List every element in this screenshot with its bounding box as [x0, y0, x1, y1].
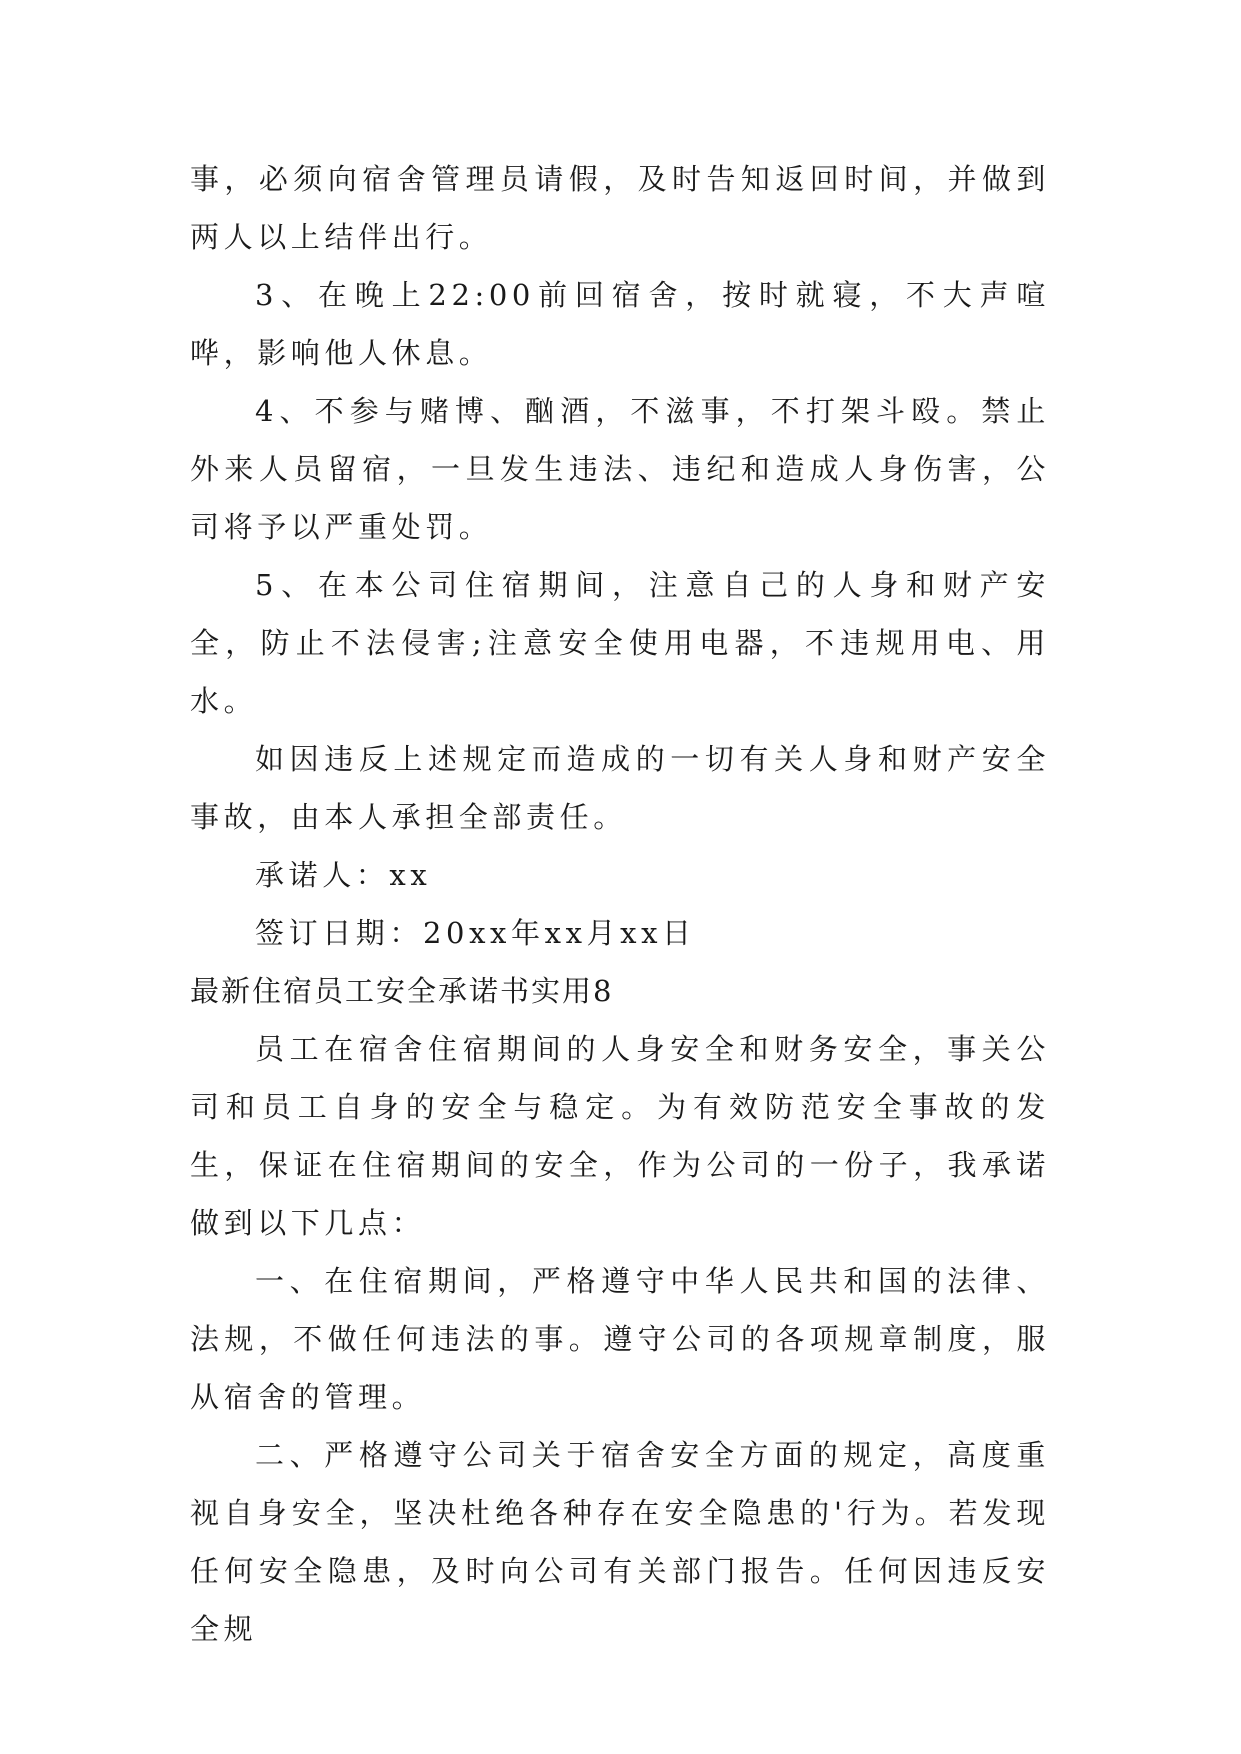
paragraph-continued: 事，必须向宿舍管理员请假，及时告知返回时间，并做到两人以上结伴出行。	[190, 162, 1050, 254]
paragraph-rule-4: 4、不参与赌博、酗酒，不滋事，不打架斗殴。禁止外来人员留宿，一旦发生违法、违纪和造成人身伤害，公司将予以严重处罚。	[190, 394, 1050, 544]
document-body	[190, 150, 1050, 1658]
promisor-line: 承诺人：xx	[255, 858, 432, 892]
signing-date-line: 签订日期：20xx年xx月xx日	[255, 916, 696, 950]
paragraph-rule-5: 5、在本公司住宿期间，注意自己的人身和财产安全，防止不法侵害;注意安全使用电器，不违规用电、用水。	[190, 568, 1050, 718]
paragraph-rule-3: 3、在晚上22:00前回宿舍，按时就寝，不大声喧哗，影响他人休息。	[190, 278, 1050, 370]
paragraph-point-2: 二、严格遵守公司关于宿舍安全方面的规定，高度重视自身安全，坚决杜绝各种存在安全隐患的'行为。若发现任何安全隐患，及时向公司有关部门报告。任何因违反安全规	[190, 1438, 1050, 1646]
paragraph-intro: 员工在宿舍住宿期间的人身安全和财务安全，事关公司和员工自身的安全与稳定。为有效防范安全事故的发生，保证在住宿期间的安全，作为公司的一份子，我承诺做到以下几点：	[190, 1032, 1050, 1240]
section-heading: 最新住宿员工安全承诺书实用8	[190, 974, 614, 1008]
paragraph-liability: 如因违反上述规定而造成的一切有关人身和财产安全事故，由本人承担全部责任。	[190, 742, 1050, 834]
paragraph-point-1: 一、在住宿期间，严格遵守中华人民共和国的法律、法规，不做任何违法的事。遵守公司的各项规章制度，服从宿舍的管理。	[190, 1264, 1050, 1414]
